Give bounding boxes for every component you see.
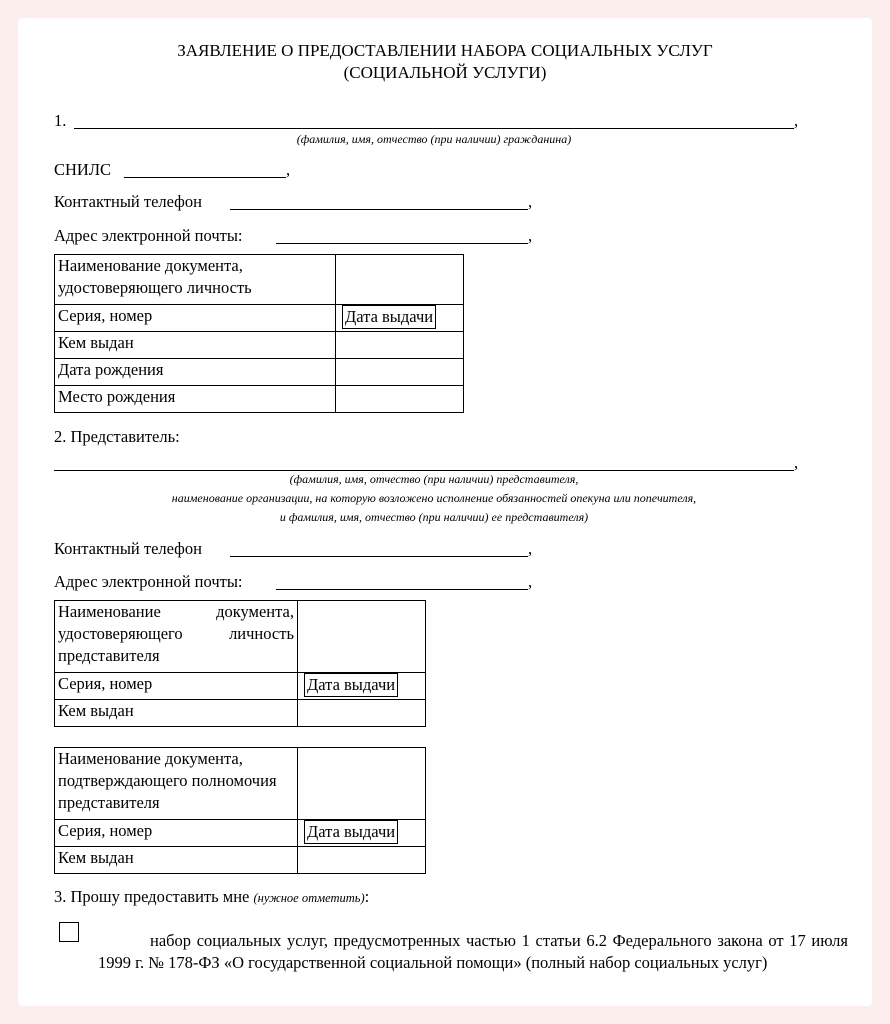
auth-issue-date-label: Дата выдачи [304,820,398,844]
auth-series-label: Серия, номер [55,820,298,847]
section1-number: 1. [54,111,67,130]
issued-by-value[interactable] [336,332,464,359]
option1-checkbox[interactable] [59,922,79,942]
rep-issued-by-value[interactable] [298,700,426,727]
form-title-line2: (СОЦИАЛЬНОЙ УСЛУГИ) [343,63,547,82]
birth-date-value[interactable] [336,359,464,386]
rep-issue-date-label: Дата выдачи [304,673,398,697]
form-title-line1: ЗАЯВЛЕНИЕ О ПРЕДОСТАВЛЕНИИ НАБОРА СОЦИАЛЬНЫХ УСЛУГ [177,41,713,60]
auth-doc-name-value[interactable] [298,748,426,820]
phone-label: Контактный телефон [54,192,202,211]
email-comma: , [528,226,533,245]
birth-place-label: Место рождения [55,386,336,413]
representative-comma: , [794,453,799,472]
email-field[interactable] [276,243,528,244]
option1-text: набор социальных услуг, предусмотренных частью 1 статьи 6.2 Федерального закона от 17 июля 1999 г. № 178-ФЗ «О государственной социальной помощи» (полный набор социальных услуг) [98,931,848,972]
representative-caption-1: (фамилия, имя, отчество (при наличии) представителя, [289,472,579,486]
birth-date-label: Дата рождения [55,359,336,386]
auth-issued-by-value[interactable] [298,847,426,874]
auth-series-cell[interactable] [298,820,422,847]
doc-name-label: Наименование документа, удостоверяющего личность [55,255,336,305]
section3-colon: : [364,887,370,906]
rep-phone-label: Контактный телефон [54,539,202,558]
rep-series-cell[interactable] [298,673,422,700]
rep-series-label: Серия, номер [55,673,298,700]
rep-authority-table [54,747,426,874]
phone-comma: , [528,192,533,211]
doc-name-value[interactable] [336,255,464,305]
series-label: Серия, номер [55,305,336,332]
snils-field[interactable] [124,177,286,178]
rep-email-label: Адрес электронной почты: [54,572,243,591]
section3-heading-line [54,887,369,908]
rep-phone-comma: , [528,539,533,558]
fio-caption: (фамилия, имя, отчество (при наличии) гражданина) [296,132,572,146]
section2-heading: 2. Представитель: [54,427,180,446]
auth-issue-date-value[interactable] [421,820,426,847]
email-label: Адрес электронной почты: [54,226,243,245]
birth-place-value[interactable] [336,386,464,413]
issued-by-label: Кем выдан [55,332,336,359]
snils-comma: , [286,160,291,179]
phone-field[interactable] [230,209,528,210]
series-cell[interactable] [336,305,460,332]
auth-doc-name-label: Наименование документа, подтверждающего полномочия представителя [55,748,298,820]
application-form [18,18,872,1006]
rep-identity-table [54,600,426,727]
issue-date-label: Дата выдачи [342,305,436,329]
rep-doc-name-label: Наименование документа, удостоверяющего личность представителя [55,601,298,673]
snils-label: СНИЛС [54,160,112,179]
rep-doc-name-value[interactable] [298,601,426,673]
identity-document-table [54,254,464,413]
rep-phone-field[interactable] [230,556,528,557]
section3-hint: (нужное отметить) [253,891,365,905]
representative-caption-2: наименование организации, на которую возложено исполнение обязанностей опекуна или попечителя, [171,491,697,505]
representative-caption-3: и фамилия, имя, отчество (при наличии) ее представителя) [279,510,589,524]
auth-issued-by-label: Кем выдан [55,847,298,874]
rep-email-field[interactable] [276,589,528,590]
section3-heading: 3. Прошу предоставить мне [54,887,250,906]
rep-email-comma: , [528,572,533,591]
issue-date-value[interactable] [459,305,464,332]
fio-comma: , [794,111,799,130]
rep-issue-date-value[interactable] [421,673,426,700]
rep-issued-by-label: Кем выдан [55,700,298,727]
